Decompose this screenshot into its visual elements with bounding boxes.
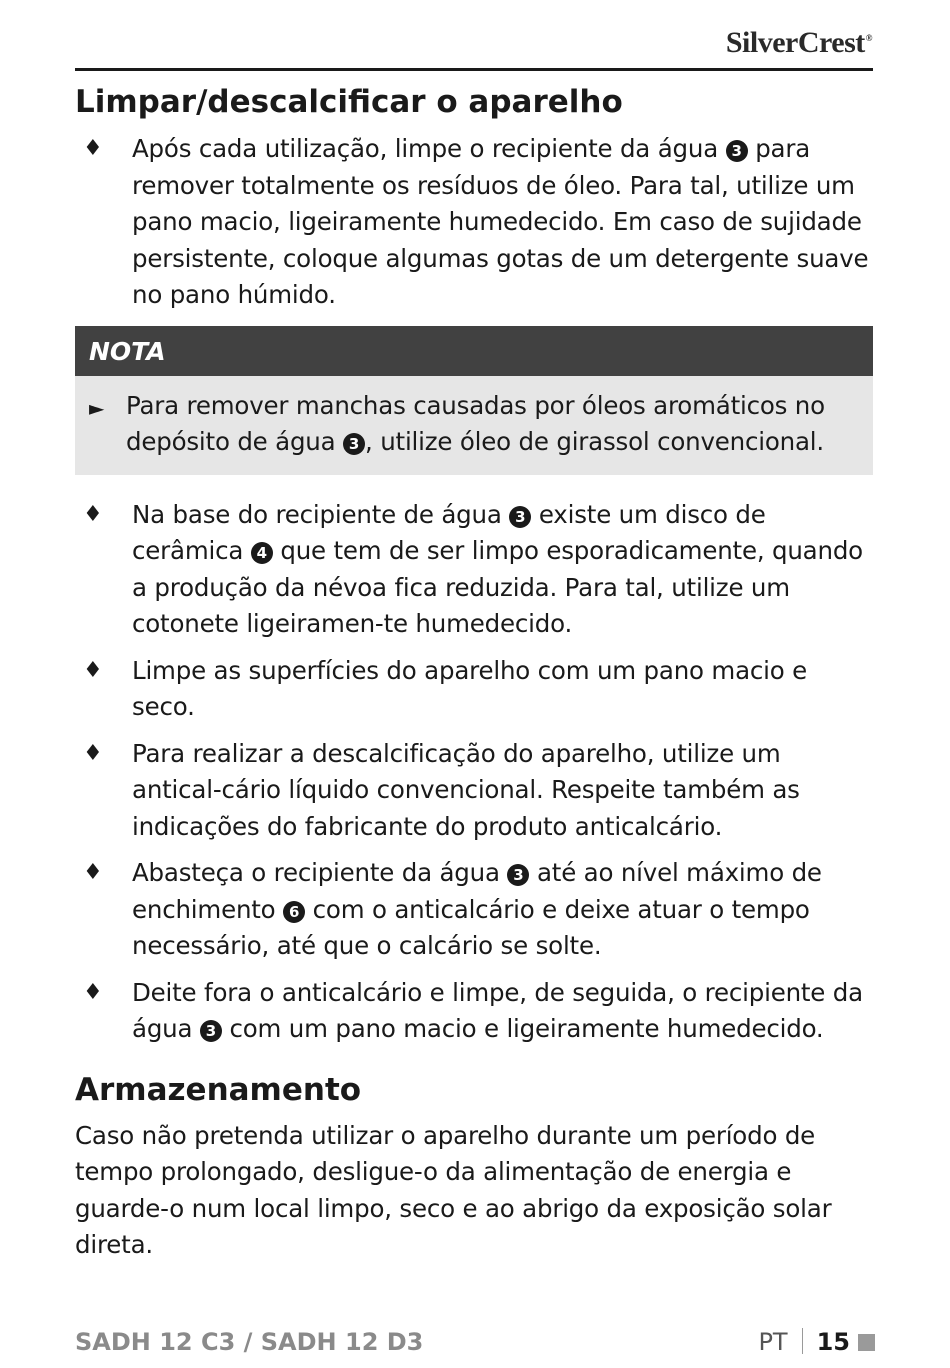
note-body: ► Para remover manchas causadas por óleos aromáticos no depósito de água 3 , utilize óleo de girassol convencional. [89, 390, 825, 456]
page-number: 15 [816, 1328, 850, 1356]
model-number: SADH 12 C3 / SADH 12 D3 [75, 1328, 424, 1356]
footer-divider [802, 1328, 803, 1354]
page-footer [75, 1328, 875, 1368]
callout-number: 3 [509, 506, 531, 528]
storage-paragraph: Caso não pretenda utilizar o aparelho durante um período de tempo prolongado, desligue-o da alimentação de energia e guarde-o num local limpo, seco e ao abrigo da exposição solar direta. [75, 1120, 832, 1259]
arrow-bullet-icon: ► [89, 395, 105, 420]
diamond-bullet-icon: ♦ [83, 657, 103, 683]
cleaning-list [75, 131, 873, 314]
callout-number: 3 [726, 140, 748, 162]
callout-number: 4 [251, 542, 273, 564]
callout-number: 6 [283, 901, 305, 923]
diamond-bullet-icon: ♦ [83, 860, 103, 885]
note-box [75, 326, 873, 475]
diamond-bullet-icon: ♦ [83, 979, 103, 1005]
brand-name: SilverCrest [725, 26, 865, 59]
diamond-bullet-icon: ♦ [83, 136, 103, 161]
list-item: ♦ Na base do recipiente de água 3 existe um disco de cerâmica 4 que tem de ser limpo esporadicamente, quando a produção da névoa fica reduzida. Para tal, utilize um cotonete ligeiramen-te humedecido. [75, 497, 873, 643]
list-item: ♦ Deite fora o anticalcário e limpe, de seguida, o recipiente da água 3 com um pano macio e ligeiramente humedecido. [75, 975, 873, 1048]
brand-logo [726, 26, 872, 60]
header-rule [75, 68, 873, 71]
square-marker-icon [858, 1334, 875, 1351]
callout-number: 3 [507, 864, 529, 886]
list-item: ♦ Após cada utilização, limpe o recipiente da água 3 para remover totalmente os resíduos de óleo. Para tal, utilize um pano macio, ligeiramente humedecido. Em caso de sujidade persistente, coloque algumas gotas de um detergente suave no pano húmido. [75, 131, 873, 314]
page-content [75, 80, 873, 1264]
diamond-bullet-icon: ♦ [83, 740, 103, 766]
list-item: ♦ Limpe as superfícies do aparelho com um pano macio e seco. [75, 653, 873, 726]
cleaning-list-continued [75, 497, 873, 1048]
language-code: PT [758, 1328, 788, 1356]
diamond-bullet-icon: ♦ [83, 501, 103, 527]
footer-pagination [758, 1328, 875, 1356]
callout-number: 3 [343, 433, 365, 455]
section-title-storage: Armazenamento [75, 1071, 362, 1108]
list-item: ♦ Abasteça o recipiente da água 3 até ao nível máximo de enchimento 6 com o anticalcário e deixe atuar o tempo necessário, até que o calcário se solte. [75, 855, 873, 965]
note-heading: NOTA [75, 326, 873, 376]
registered-mark: ® [865, 33, 872, 43]
section-title-cleaning: Limpar/descalcificar o aparelho [75, 84, 623, 120]
list-item: ♦ Para realizar a descalcificação do aparelho, utilize um antical-cário líquido convencional. Respeite também as indicações do fabricante do produto anticalcário. [75, 736, 873, 846]
callout-number: 3 [200, 1020, 222, 1042]
